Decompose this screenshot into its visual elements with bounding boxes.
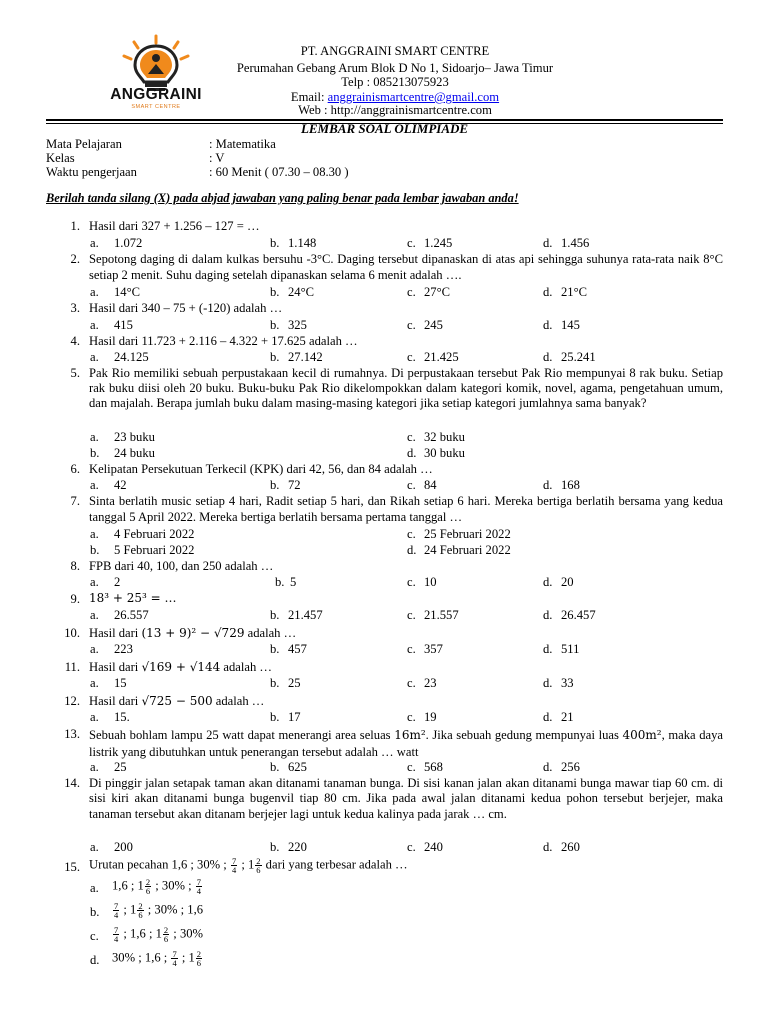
option-letter: c. (407, 710, 416, 724)
question-number: 12. (64, 694, 80, 708)
question-10-text (89, 626, 723, 642)
q10-option-b: 457 (288, 642, 307, 656)
option-letter: d. (543, 642, 553, 656)
info-label-subject: Mata Pelajaran (46, 137, 122, 151)
option-letter: b. (270, 285, 280, 299)
option-letter: c. (407, 840, 416, 854)
question-12-text (89, 694, 723, 710)
option-letter: b. (270, 608, 280, 622)
question-text-prefix: Hasil dari (89, 660, 142, 674)
q2-option-c: 27°C (424, 285, 451, 299)
option-letter: a. (90, 710, 99, 724)
q4-option-b: 27.142 (288, 350, 323, 364)
option-letter: a. (90, 881, 99, 895)
q10-option-d: 511 (561, 642, 580, 656)
email-label: Email: (290, 90, 328, 104)
question-6-text: Kelipatan Persekutuan Terkecil (KPK) dari 42, 56, dan 84 adalah … (89, 462, 433, 476)
fraction-seven-fourths: $\frac{7}{4}$ (231, 856, 237, 875)
q9-option-c: 21.557 (424, 608, 459, 622)
option-letter: a. (90, 608, 99, 622)
option-letter: a. (90, 575, 99, 589)
option-letter: c. (407, 236, 416, 250)
q15-option-c: $\frac{7}{4}$ ; 1,6 ; 1 $\frac{2}{6}$ ; 30% (114, 925, 204, 944)
math-expression: √169 + √144 (141, 660, 221, 674)
q15-option-d: 30% ; 1,6 ; $\frac{7}{4}$ ; 1 $\frac{2}{6}$ (112, 949, 202, 968)
q4-option-a: 24.125 (114, 350, 149, 364)
q13-option-d: 256 (561, 760, 580, 774)
document-title: LEMBAR SOAL OLIMPIADE (300, 121, 469, 136)
option-letter: b. (270, 710, 280, 724)
q6-option-c: 84 (424, 478, 437, 492)
q7-option-c: 25 Februari 2022 (424, 527, 511, 541)
option-letter: a. (90, 478, 99, 492)
area-value: 400m² (622, 728, 662, 742)
q7-option-a: 4 Februari 2022 (114, 527, 195, 541)
fraction-two-sixths: $\frac{2}{6}$ (256, 856, 261, 875)
option-letter: a. (90, 350, 99, 364)
option-letter: c. (407, 430, 416, 444)
question-text-part: . Jika sebuah gedung mempunyai luas (425, 728, 623, 742)
q6-option-d: 168 (561, 478, 580, 492)
option-letter: c. (407, 527, 416, 541)
q3-option-a: 415 (114, 318, 133, 332)
option-letter: c. (407, 608, 416, 622)
option-letter: d. (543, 236, 553, 250)
question-number: 2. (70, 252, 80, 266)
option-letter: c. (407, 478, 416, 492)
email-link[interactable]: anggrainismartcentre@gmail.com (327, 90, 500, 104)
option-letter: d. (543, 350, 553, 364)
option-letter: c. (407, 285, 416, 299)
question-number: 8. (70, 559, 80, 573)
instruction: Berilah tanda silang (X) pada abjad jawaban yang paling benar pada lembar jawaban anda! (46, 191, 519, 205)
option-letter: b. (270, 760, 280, 774)
area-value: 16m² (394, 728, 426, 742)
company-web: Web : http://anggrainismartcentre.com (298, 103, 492, 117)
question-number: 13. (64, 727, 80, 741)
q8-option-a: 2 (114, 575, 121, 589)
question-number: 15. (64, 860, 80, 874)
q5-option-b: 24 buku (114, 446, 155, 460)
option-letter: b. (270, 676, 280, 690)
question-text-suffix: adalah … (244, 626, 297, 640)
option-letter: b. (90, 905, 100, 919)
question-number: 14. (64, 776, 80, 790)
q8-option-b: 5 (290, 575, 297, 589)
option-letter: d. (543, 840, 553, 854)
option-letter: c. (407, 760, 416, 774)
question-text-suffix: adalah … (220, 660, 273, 674)
q13-option-b: 625 (288, 760, 307, 774)
company-name: PT. ANGGRAINI SMART CENTRE (300, 44, 490, 58)
option-letter: b. (270, 350, 280, 364)
q10-option-c: 357 (424, 642, 443, 656)
q8-option-c: 10 (424, 575, 437, 589)
option-letter: d. (543, 318, 553, 332)
question-number: 9. (70, 592, 80, 606)
q14-option-c: 240 (424, 840, 443, 854)
question-11-text (89, 660, 723, 676)
separator: ; (238, 857, 248, 872)
question-number: 11. (64, 660, 80, 674)
question-14-text: Di pinggir jalan setapak taman akan ditanami tanaman bunga. Di sisi kanan jalan akan ditanami bunga mawar tiap 60 cm. di sisi kiri akan ditanami bunga bugenvil tiap 80 cm. Jika pada awal jalan ditanami kedua pohon tersebut berjejer, maka tanaman tersebut akan ditanam berjejer lagi untuk kedua kalinya pada jarak … cm. (89, 776, 723, 821)
option-letter: c. (407, 575, 416, 589)
question-text-prefix: Hasil dari (89, 626, 142, 640)
q12-option-d: 21 (561, 710, 574, 724)
question-number: 7. (70, 494, 80, 508)
option-letter: d. (543, 285, 553, 299)
q5-option-d: 30 buku (424, 446, 465, 460)
option-letter: d. (407, 446, 417, 460)
option-letter: d. (543, 710, 553, 724)
q4-option-c: 21.425 (424, 350, 459, 364)
q1-option-d: 1.456 (561, 236, 590, 250)
company-logo (104, 34, 208, 126)
info-label-class: Kelas (46, 151, 75, 165)
question-13-text (89, 727, 723, 760)
option-letter: b. (270, 318, 280, 332)
q14-option-d: 260 (561, 840, 580, 854)
q2-option-a: 14°C (114, 285, 141, 299)
company-address: Perumahan Gebang Arum Blok D No 1, Sidoarjo– Jawa Timur (236, 61, 554, 75)
option-letter: a. (90, 430, 99, 444)
q3-option-c: 245 (424, 318, 443, 332)
option-letter: c. (407, 350, 416, 364)
q9-option-d: 26.457 (561, 608, 596, 622)
q2-option-b: 24°C (288, 285, 315, 299)
q12-option-b: 17 (288, 710, 301, 724)
question-text-part: , maka daya listrik yang dibutuhkan untuk penerangan tersebut adalah … watt (89, 728, 723, 759)
q11-option-a: 15 (114, 676, 127, 690)
company-phone: Telp : 085213075923 (341, 75, 449, 89)
q14-option-b: 220 (288, 840, 307, 854)
option-letter: d. (543, 575, 553, 589)
q9-option-b: 21.457 (288, 608, 323, 622)
option-letter: d. (543, 760, 553, 774)
option-letter: b. (270, 478, 280, 492)
q11-option-c: 23 (424, 676, 437, 690)
q3-option-d: 145 (561, 318, 580, 332)
option-letter: b. (270, 642, 280, 656)
question-number: 4. (70, 334, 80, 348)
math-expression: √725 − 500 (141, 694, 213, 708)
q6-option-b: 72 (288, 478, 301, 492)
info-value-time: : 60 Menit ( 07.30 – 08.30 ) (209, 165, 349, 179)
question-number: 5. (70, 366, 80, 380)
question-text-suffix: adalah … (212, 694, 265, 708)
logo-wordmark: ANGGRAINI (110, 86, 202, 103)
question-text-prefix: Hasil dari (89, 694, 142, 708)
q1-option-c: 1.245 (424, 236, 453, 250)
question-7-text: Sinta berlatih music setiap 4 hari, Radit setiap 5 hari, dan Rikah setiap 6 hari. Mereka bertiga berlatih bersama yang kedua tanggal 5 April 2022. Mereka bertiga berlatih bersama pertama tanggal … (89, 494, 723, 524)
option-letter: d. (407, 543, 417, 557)
q14-option-a: 200 (114, 840, 133, 854)
q12-option-c: 19 (424, 710, 437, 724)
option-letter: a. (90, 840, 99, 854)
question-number: 3. (70, 301, 80, 315)
question-number: 1. (70, 219, 80, 233)
q1-option-a: 1.072 (114, 236, 143, 250)
info-value-class: : V (209, 151, 225, 165)
q7-option-d: 24 Februari 2022 (424, 543, 511, 557)
info-label-time: Waktu pengerjaan (46, 165, 137, 179)
question-number: 10. (64, 626, 80, 640)
q11-option-b: 25 (288, 676, 301, 690)
math-expression: (13 + 9)² − √729 (141, 626, 245, 640)
option-letter: c. (407, 676, 416, 690)
q1-option-b: 1.148 (288, 236, 317, 250)
q13-option-a: 25 (114, 760, 127, 774)
option-letter: a. (90, 236, 99, 250)
option-letter: b. (275, 575, 285, 589)
q6-option-a: 42 (114, 478, 127, 492)
option-letter: a. (90, 285, 99, 299)
question-2-text: Sepotong daging di dalam kulkas bersuhu -3°C. Daging tersebut dipanaskan di atas api sehingga suhunya rata-rata naik 8°C setiap 2 menit. Suhu daging setelah dipanaskan selama 6 menit adalah …. (89, 252, 723, 282)
q12-option-a: 15. (114, 710, 130, 724)
mixed-whole: 1 (247, 857, 255, 872)
q10-option-a: 223 (114, 642, 133, 656)
logo-tagline: SMART CENTRE (131, 104, 181, 110)
q5-option-c: 32 buku (424, 430, 465, 444)
q9-option-a: 26.557 (114, 608, 149, 622)
q15-option-a: 1,6 ; 1 $\frac{2}{6}$ ; 30% ; $\frac{7}{4}$ (112, 877, 202, 896)
question-15-text (89, 857, 723, 874)
option-letter: a. (90, 318, 99, 332)
question-5-text: Pak Rio memiliki sebuah perpustakaan kecil di rumahnya. Di perpustakaan tersebut Pak Rio mempunyai 8 rak buku. Setiap rak buku diisi oleh 20 buku. Buku-buku Pak Rio dikelompokkan dalam kategori komik, novel, agama, pengetahuan umum, dan majalah. Berapa jumlah buku dalam masing-masing kategori jika setiap kategori jumlahnya sama banyak? (89, 366, 723, 411)
option-letter: c. (90, 929, 99, 943)
company-email-line (200, 90, 590, 104)
option-letter: a. (90, 642, 99, 656)
option-letter: d. (90, 953, 100, 967)
question-number: 6. (70, 462, 80, 476)
option-letter: b. (90, 543, 100, 557)
option-letter: c. (407, 318, 416, 332)
option-letter: a. (90, 760, 99, 774)
question-text-part: Sebuah bohlam lampu 25 watt dapat menerangi area seluas (89, 728, 395, 742)
option-letter: a. (90, 527, 99, 541)
option-letter: b. (270, 236, 280, 250)
q4-option-d: 25.241 (561, 350, 596, 364)
question-8-text: FPB dari 40, 100, dan 250 adalah … (89, 559, 274, 573)
q2-option-d: 21°C (561, 285, 588, 299)
lightbulb-logo-icon (104, 34, 208, 94)
option-letter: d. (543, 608, 553, 622)
q11-option-d: 33 (561, 676, 574, 690)
info-value-subject: : Matematika (209, 137, 276, 151)
q3-option-b: 325 (288, 318, 307, 332)
option-letter: c. (407, 642, 416, 656)
question-3-text: Hasil dari 340 – 75 + (-120) adalah … (89, 301, 283, 315)
question-text-suffix: dari yang terbesar adalah … (262, 857, 408, 872)
q8-option-d: 20 (561, 575, 574, 589)
q15-option-b: $\frac{7}{4}$ ; 1 $\frac{2}{6}$ ; 30% ; 1,6 (114, 901, 204, 920)
option-letter: a. (90, 676, 99, 690)
q7-option-b: 5 Februari 2022 (114, 543, 195, 557)
question-4-text: Hasil dari 11.723 + 2.116 – 4.322 + 17.625 adalah … (89, 334, 358, 348)
question-9-expression: 18³ + 25³ = … (89, 591, 177, 605)
option-letter: b. (90, 446, 100, 460)
q5-option-a: 23 buku (114, 430, 155, 444)
question-text-prefix: Urutan pecahan 1,6 ; 30% ; (89, 857, 230, 872)
question-1-text: Hasil dari 327 + 1.256 – 127 = … (89, 219, 260, 233)
option-letter: d. (543, 676, 553, 690)
q13-option-c: 568 (424, 760, 443, 774)
option-letter: b. (270, 840, 280, 854)
option-letter: d. (543, 478, 553, 492)
